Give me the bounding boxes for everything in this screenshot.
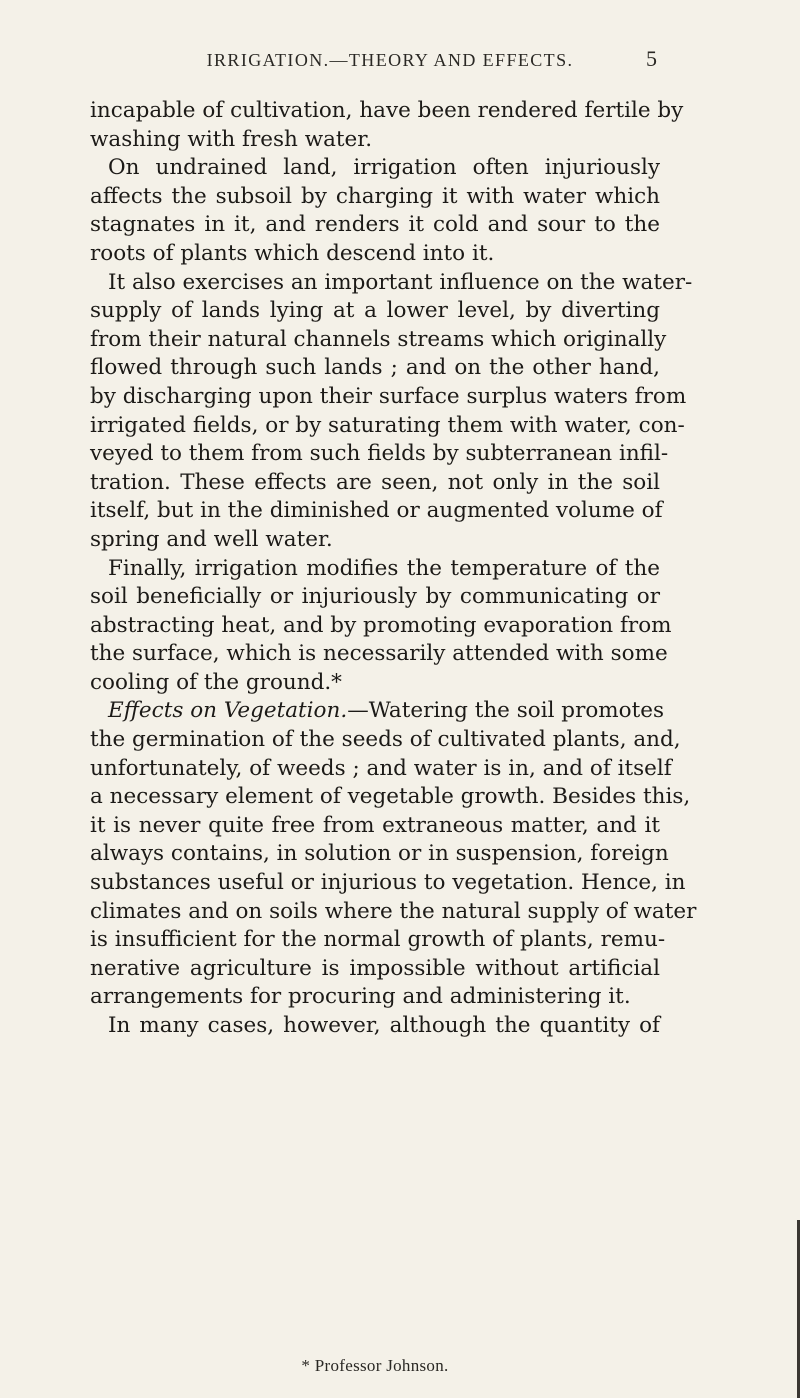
text-line: flowed through such lands ; and on the other hand, bbox=[90, 355, 660, 381]
text-line: veyed to them from such fields by subterranean infil- bbox=[90, 441, 669, 467]
text-line: substances useful or injurious to vegetation. Hence, in bbox=[90, 870, 686, 896]
page-number: 5 bbox=[646, 46, 657, 71]
text-line: affects the subsoil by charging it with water which bbox=[90, 183, 660, 209]
text-line: irrigated fields, or by saturating them with water, con- bbox=[90, 412, 685, 438]
text-line: the surface, which is necessarily attended with some bbox=[90, 641, 668, 667]
text-line: it is never quite free from extraneous matter, and it bbox=[90, 812, 660, 838]
text-line: climates and on soils where the natural supply of water bbox=[90, 898, 697, 924]
text-line: always contains, in solution or in suspension, foreign bbox=[90, 841, 669, 867]
text-line: the germination of the seeds of cultivated plants, and, bbox=[90, 727, 681, 753]
text-line: a necessary element of vegetable growth. Besides this, bbox=[90, 784, 691, 810]
text-line: spring and well water. bbox=[90, 526, 333, 552]
text-line: cooling of the ground.* bbox=[90, 669, 342, 695]
text-line: incapable of cultivation, have been rendered fertile by bbox=[90, 98, 684, 123]
text-line: itself, but in the diminished or augmented volume of bbox=[90, 498, 663, 524]
section-heading: Effects on Vegetation. bbox=[108, 698, 348, 724]
text-line-tail: —Watering the soil promotes bbox=[347, 698, 665, 724]
text-line: supply of lands lying at a lower level, by diverting bbox=[90, 298, 660, 324]
text-line: It also exercises an important influence on the water- bbox=[108, 269, 693, 295]
text-line: washing with fresh water. bbox=[90, 126, 373, 152]
running-title: IRRIGATION.—THEORY AND EFFECTS. bbox=[206, 50, 574, 70]
text-line: tration. These effects are seen, not only in the soil bbox=[90, 469, 660, 495]
text-line: unfortunately, of weeds ; and water is in, and of itself bbox=[90, 755, 672, 781]
footnote: * Professor Johnson. bbox=[301, 1356, 449, 1375]
text-line: soil beneficially or injuriously by communicating or bbox=[90, 584, 660, 610]
text-line: arrangements for procuring and administering it. bbox=[90, 984, 631, 1010]
text-line: stagnates in it, and renders it cold and sour to the bbox=[90, 212, 660, 238]
body-text bbox=[90, 97, 697, 1041]
text-line: On undrained land, irrigation often injuriously bbox=[108, 155, 660, 181]
text-line: is insufficient for the normal growth of plants, remu- bbox=[90, 927, 666, 953]
text-line: from their natural channels streams which originally bbox=[90, 326, 667, 352]
text-line: by discharging upon their surface surplus waters from bbox=[90, 383, 687, 409]
text-line: Finally, irrigation modifies the temperature of the bbox=[108, 555, 660, 581]
text-line: roots of plants which descend into it. bbox=[90, 240, 495, 266]
text-line: abstracting heat, and by promoting evaporation from bbox=[90, 612, 672, 638]
section-heading-line bbox=[90, 697, 665, 726]
text-line: In many cases, however, although the quantity of bbox=[108, 1013, 660, 1038]
text-line: nerative agriculture is impossible without artificial bbox=[90, 955, 660, 981]
